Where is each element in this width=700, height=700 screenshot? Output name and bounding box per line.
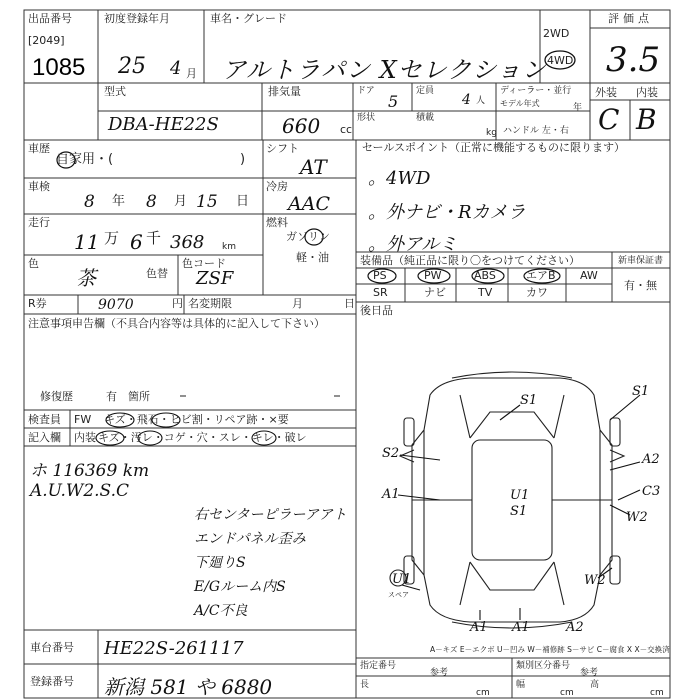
car-name-label: 車名・グレード bbox=[210, 12, 287, 25]
shift-value: AT bbox=[300, 155, 327, 179]
capacity-label: 定員 bbox=[416, 86, 435, 96]
damage-legend: A－キズ E－エクボ U－凹み W－補修跡 S－サビ C－腐食 X X－交換済 bbox=[430, 645, 670, 654]
equip-pw: PW bbox=[424, 269, 442, 282]
model-year-label: モデル年式 bbox=[500, 99, 540, 108]
interior-label: 内装 bbox=[74, 431, 96, 444]
lot-number: 1085 bbox=[32, 54, 86, 81]
fuel-label: 燃料 bbox=[266, 216, 288, 229]
usage-value: 自家用・( bbox=[56, 152, 114, 167]
sales-points-label: セールスポイント（正常に機能するものに限ります） bbox=[362, 141, 626, 154]
auction-score: 3.5 bbox=[606, 40, 661, 80]
handle-label: ハンドル 左・右 bbox=[503, 126, 569, 136]
note-label: 記入欄 bbox=[28, 431, 61, 444]
damage-mark-w2-right: W2 bbox=[626, 510, 648, 525]
class-reference: 参考 bbox=[580, 668, 599, 678]
inspection-comment-1: 右センターピラーアアト bbox=[194, 507, 347, 523]
post-installed-label: 後日品 bbox=[360, 304, 393, 317]
width-label: 幅 bbox=[516, 680, 526, 690]
car-body-diagram bbox=[390, 372, 624, 628]
mileage-unit: km bbox=[222, 242, 236, 252]
damage-mark-u1-roof: U1 bbox=[510, 488, 530, 503]
class-number-label: 類別区分番号 bbox=[516, 661, 571, 671]
color-code-label: 色コード bbox=[182, 257, 226, 270]
inspection-comment-5: A/C不良 bbox=[194, 603, 248, 619]
model-year-unit: 年 bbox=[573, 103, 583, 113]
inspection-comment-4: E/Gルーム内S bbox=[194, 579, 286, 595]
damage-mark-s1-right: S1 bbox=[632, 384, 650, 399]
fuel-diesel: 軽・油 bbox=[296, 251, 329, 264]
recycle-label: R券 bbox=[28, 297, 47, 310]
damage-mark-a1-left: A1 bbox=[382, 487, 400, 502]
damage-mark-u1-left: U1 bbox=[392, 572, 412, 587]
inspection-month-unit: 月 bbox=[174, 194, 188, 209]
inspection-day: 15 bbox=[196, 192, 218, 212]
registration-month: 4 bbox=[170, 58, 182, 79]
displacement: 660 bbox=[282, 114, 321, 138]
designation-reference: 参考 bbox=[430, 668, 449, 678]
sales-point-1: 。4WD bbox=[368, 168, 431, 189]
recycle-unit: 円 bbox=[172, 297, 183, 310]
shape-label: 形状 bbox=[357, 113, 376, 123]
warranty-label: 新車保証書 bbox=[618, 256, 664, 266]
score-label: 評価点 bbox=[608, 12, 653, 25]
capacity-unit: 人 bbox=[476, 96, 486, 106]
usage-close: ) bbox=[240, 152, 246, 167]
length-label: 長 bbox=[360, 680, 370, 690]
shift-label: シフト bbox=[266, 142, 299, 155]
length-unit: cm bbox=[476, 688, 490, 698]
first-registration-label: 初度登録年月 bbox=[104, 12, 170, 25]
equip-sr: SR bbox=[373, 286, 388, 299]
displacement-unit: cc bbox=[340, 123, 353, 136]
height-unit: cm bbox=[650, 688, 664, 698]
usage-label: 車歴 bbox=[28, 142, 50, 155]
inspection-day-unit: 日 bbox=[236, 194, 250, 209]
chassis-label: 車台番号 bbox=[30, 641, 74, 654]
repair-history-label: 修復歴 bbox=[40, 390, 73, 403]
damage-mark-s2: S2 bbox=[382, 446, 400, 461]
name-change-label: 名変期限 bbox=[188, 297, 232, 310]
equip-aw: AW bbox=[580, 269, 598, 282]
car-name: アルトラパン Xセレクション bbox=[222, 56, 547, 84]
chassis-number: HE22S-261117 bbox=[104, 638, 244, 659]
inspection-line-2: A.U.W2.S.C bbox=[30, 481, 129, 501]
plate-label: 登録番号 bbox=[30, 675, 74, 688]
load-unit: kg bbox=[486, 128, 497, 138]
registration-month-unit: 月 bbox=[186, 67, 197, 80]
model-code-label: 型式 bbox=[104, 85, 126, 98]
equip-navi: ナビ bbox=[424, 286, 446, 299]
inspection-comment-3: 下廻りS bbox=[194, 555, 246, 571]
color-code: ZSF bbox=[196, 268, 234, 289]
exterior-grade-label: 外装 bbox=[595, 86, 617, 99]
plate-number: 新潟 581 や 6880 bbox=[104, 675, 273, 699]
spare-label: スペア bbox=[388, 591, 409, 599]
damage-mark-c3: C3 bbox=[642, 484, 661, 499]
ac-value: AAC bbox=[288, 193, 330, 215]
mileage-rest: 368 bbox=[170, 232, 205, 253]
sales-point-2: 。外ナビ・Rカメラ bbox=[368, 202, 526, 223]
recycle-value: 9070 bbox=[98, 297, 134, 313]
warranty-value: 有・無 bbox=[624, 279, 657, 292]
interior-grade: B bbox=[636, 103, 657, 136]
repair-history-place: 箇所 bbox=[128, 390, 150, 403]
mileage-man-unit: 万 bbox=[104, 229, 120, 247]
designation-number-label: 指定番号 bbox=[360, 661, 397, 671]
inspection-year-unit: 年 bbox=[112, 194, 126, 209]
fuel-gasoline: ガソリン bbox=[286, 230, 330, 243]
equip-ps: PS bbox=[373, 269, 387, 282]
mileage-sen: 6 bbox=[130, 230, 143, 254]
sales-point-3: 。外アルミ bbox=[368, 234, 458, 255]
repair-history-yes: 有 bbox=[106, 390, 117, 403]
damage-mark-a1-rear: A1 bbox=[470, 620, 488, 635]
color-tone-label: 色替 bbox=[146, 267, 168, 280]
color-label: 色 bbox=[28, 257, 39, 270]
color-value: 茶 bbox=[76, 266, 96, 290]
mileage-sen-unit: 千 bbox=[146, 229, 162, 247]
ac-label: 冷房 bbox=[266, 180, 288, 193]
inspection-label: 車検 bbox=[28, 180, 50, 193]
load-label: 積載 bbox=[416, 113, 435, 123]
capacity: 4 bbox=[462, 92, 471, 108]
equip-airbag: エアB bbox=[526, 269, 556, 282]
inspection-year: 8 bbox=[84, 192, 95, 212]
model-code: DBA-HE22S bbox=[108, 114, 219, 135]
damage-mark-s1-roof: S1 bbox=[520, 393, 538, 408]
height-label: 高 bbox=[590, 680, 600, 690]
door-label: ドア bbox=[357, 86, 375, 96]
inspection-month: 8 bbox=[146, 192, 157, 212]
mileage-man: 11 bbox=[74, 230, 100, 254]
dealer-label: ディーラー・並行 bbox=[500, 86, 572, 96]
equip-abs: ABS bbox=[474, 269, 496, 282]
lot-code: [2049] bbox=[28, 34, 65, 47]
drive-2wd: 2WD bbox=[543, 27, 570, 40]
damage-mark-a2-right: A2 bbox=[642, 452, 660, 467]
inspection-line-1: ホ 116369 km bbox=[30, 461, 150, 481]
damage-mark-s1-roof-lower: S1 bbox=[510, 504, 528, 519]
damage-mark-a2-rear: A2 bbox=[566, 620, 584, 635]
fw-items: キズ・飛石・ヒビ割・リペア跡・×要 bbox=[104, 413, 289, 426]
inspection-comment-2: エンドパネル歪み bbox=[194, 531, 306, 547]
inspector-label: 検査員 bbox=[28, 413, 61, 426]
equip-leather: カワ bbox=[526, 286, 548, 299]
damage-mark-w2-rear: W2 bbox=[584, 573, 606, 588]
drive-4wd: 4WD bbox=[547, 54, 574, 67]
damage-mark-a1-bumper: A1 bbox=[512, 620, 530, 635]
interior-grade-label: 内装 bbox=[636, 86, 658, 99]
lot-number-label: 出品番号 bbox=[28, 12, 72, 25]
fw-label: FW bbox=[74, 413, 92, 426]
width-unit: cm bbox=[560, 688, 574, 698]
registration-year: 25 bbox=[118, 54, 146, 79]
declaration-label: 注意事項申告欄（不具合内容等は具体的に記入して下さい） bbox=[28, 317, 325, 330]
interior-items: キズ・汚レ・コゲ・穴・スレ・キレ・破レ bbox=[98, 431, 307, 444]
exterior-grade: C bbox=[598, 103, 620, 136]
displacement-label: 排気量 bbox=[268, 85, 301, 98]
name-change-month: 月 bbox=[292, 297, 303, 310]
door-count: 5 bbox=[388, 92, 399, 111]
equipment-label: 装備品（純正品に限り〇をつけてください） bbox=[360, 254, 580, 267]
equip-tv: TV bbox=[478, 286, 493, 299]
mileage-label: 走行 bbox=[28, 216, 50, 229]
name-change-day: 日 bbox=[344, 297, 355, 310]
